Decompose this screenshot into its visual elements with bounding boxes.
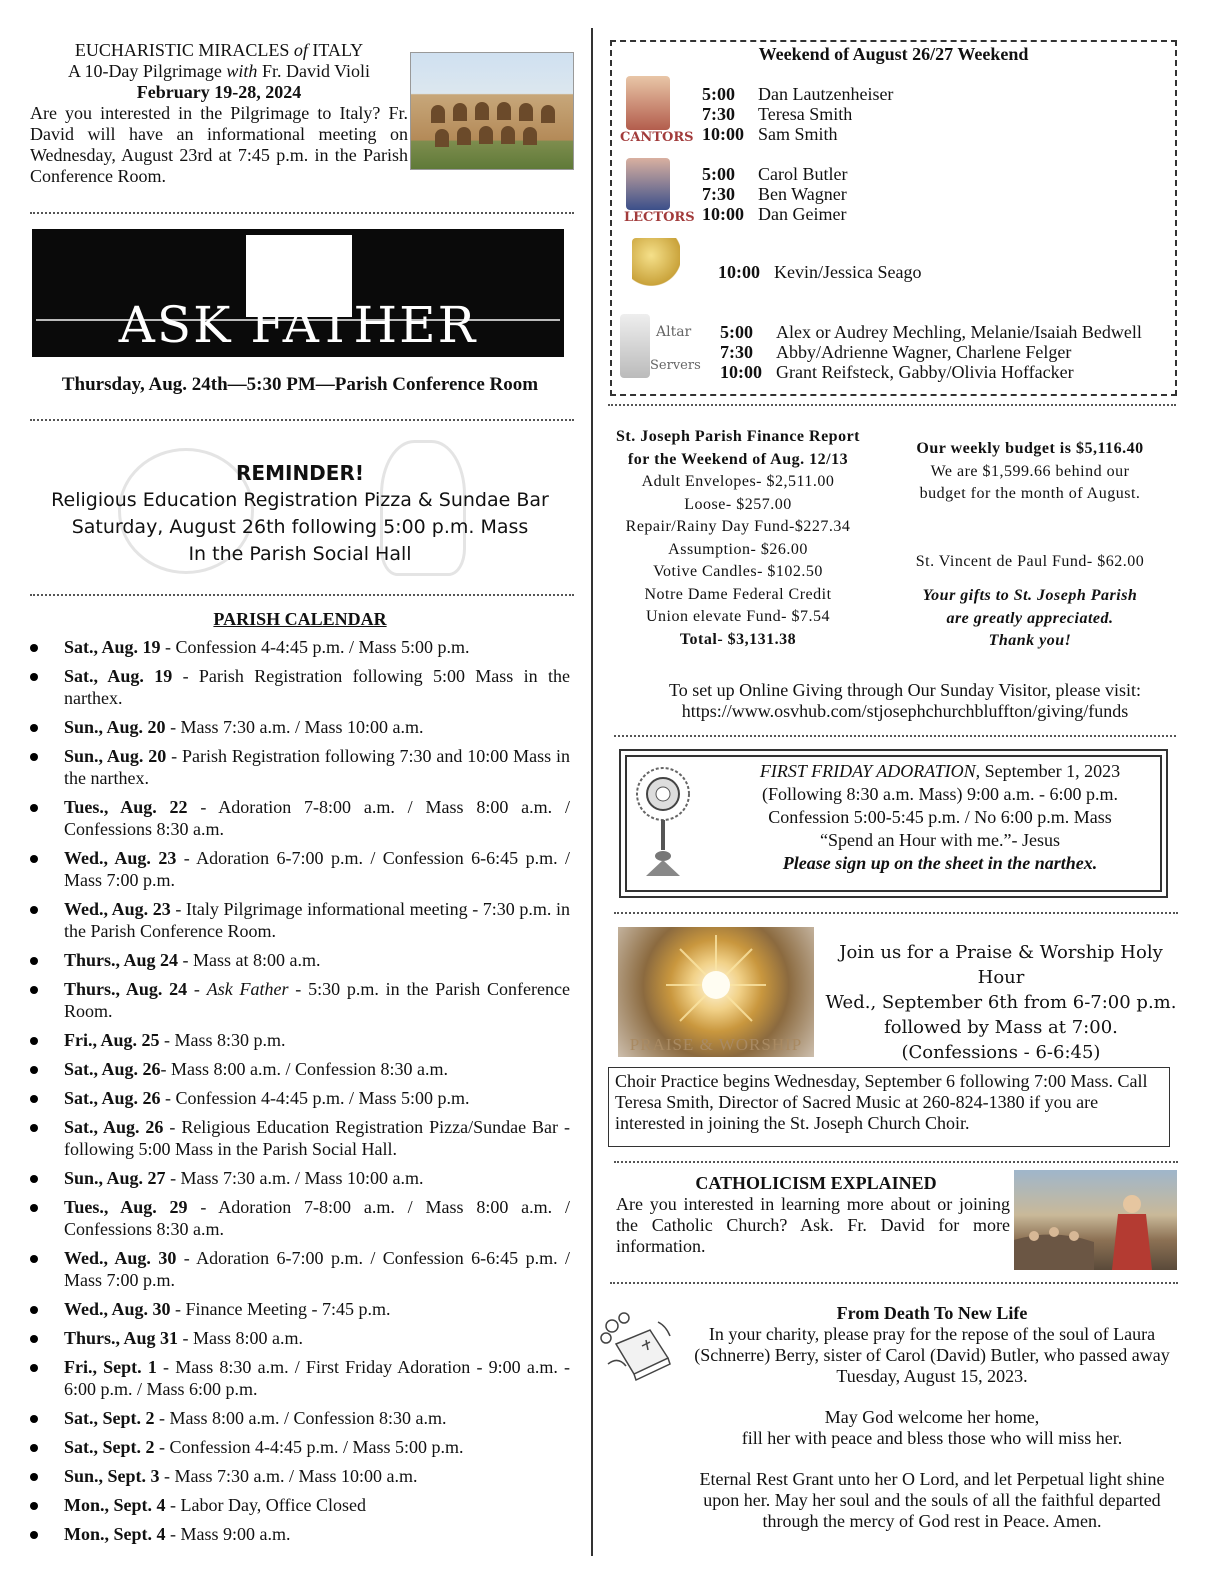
finance-line: Union elevate Fund- $7.54 (645, 608, 831, 625)
calendar-date: Tues., Aug. 29 (64, 1197, 188, 1217)
budget-status: We are $1,599.66 behind our (930, 462, 1130, 480)
ministry-header: Weekend of August 26/27 Weekend (758, 44, 1029, 64)
calendar-date: Mon., Sept. 4 (64, 1524, 166, 1544)
ministry-schedule (610, 40, 1177, 396)
first-friday-signup: Please sign up on the sheet in the narthex. (782, 853, 1098, 873)
bullet-icon (30, 855, 38, 863)
calendar-date: Fri., Aug. 25 (64, 1030, 160, 1050)
calendar-item (30, 1298, 570, 1320)
bullet-icon (30, 724, 38, 732)
cantors-label: CANTORS (620, 130, 694, 145)
monstrance-icon (632, 764, 694, 882)
bullet-icon (30, 1335, 38, 1343)
calendar-item (30, 1356, 570, 1400)
finance-total: Total- $3,131.38 (679, 630, 797, 648)
divider (30, 419, 574, 421)
lector-row: 5:00 Carol Butler (702, 164, 848, 184)
budget-status: budget for the month of August. (919, 485, 1141, 502)
calendar-detail: - Mass 8:00 a.m. / Confession 8:30 a.m. (160, 1059, 449, 1079)
finance-line: Notre Dame Federal Credit (644, 585, 832, 603)
bullet-icon (30, 1415, 38, 1423)
calendar-date: Sat., Aug. 26 (64, 1117, 164, 1137)
calendar-item (30, 1058, 570, 1080)
bullet-icon (30, 1204, 38, 1212)
calendar-date: Sat., Sept. 2 (64, 1408, 155, 1428)
bullet-icon (30, 1306, 38, 1314)
choir-notice: Choir Practice begins Wednesday, September 6 following 7:00 Mass. Call Teresa Smith, Director of Sacred Music at 260-824-1380 if you are interested in joining the St. Joseph Church Choir. (608, 1067, 1170, 1147)
lectors-label: LECTORS (624, 210, 695, 225)
bullet-icon (30, 957, 38, 965)
pilgrimage-body: Are you interested in the Pilgrimage to Italy? Fr. David will have an informational meeting on Wednesday, August 23rd at 7:45 p.m. in the Parish Conference Room. (30, 103, 408, 186)
calendar-item (30, 1407, 570, 1429)
calendar-item (30, 1327, 570, 1349)
calendar-detail: - Adoration 7-8:00 a.m. / Mass 8:00 a.m. / Confessions 8:30 a.m. (64, 797, 571, 839)
server-row: 7:30 Abby/Adrienne Wagner, Charlene Felger (720, 342, 1072, 362)
server-row: 10:00 Grant Reifsteck, Gabby/Olivia Hoffacker (720, 362, 1074, 382)
thank-you: are greatly appreciated. (946, 609, 1114, 627)
bullet-icon (30, 1175, 38, 1183)
praise-line: Join us for a Praise & Worship Holy Hour (839, 942, 1163, 988)
thank-you: Your gifts to St. Joseph Parish (922, 587, 1138, 604)
bullet-icon (30, 804, 38, 812)
calendar-detail: - Mass 7:30 a.m. / Mass 10:00 a.m. (159, 1466, 418, 1486)
finance-line: Votive Candles- $102.50 (653, 563, 823, 580)
calendar-detail: - Mass 8:30 a.m. / First Friday Adoration - 9:00 a.m. - 6:00 p.m. / Mass 6:00 p.m. (64, 1357, 570, 1399)
bullet-icon (30, 1444, 38, 1452)
lector-icon (626, 158, 670, 210)
bullet-icon (30, 1364, 38, 1372)
finance-line: Adult Envelopes- $2,511.00 (641, 473, 835, 490)
praise-line: (Confessions - 6-6:45) (901, 1042, 1101, 1063)
calendar-item (30, 1029, 570, 1051)
calendar-date: Sat., Sept. 2 (64, 1437, 155, 1457)
reminder-section (30, 460, 570, 568)
calendar-detail: - Parish Registration following 5:00 Mass in the narthex. (64, 666, 570, 708)
bullet-icon (30, 906, 38, 914)
calendar-detail: - Mass 8:30 p.m. (159, 1030, 286, 1050)
finance-line: Loose- $257.00 (684, 495, 792, 513)
pilgrimage-section (30, 40, 408, 187)
thank-you: Thank you! (988, 632, 1072, 649)
online-giving (610, 680, 1200, 722)
calendar-detail: - Mass 9:00 a.m. (165, 1524, 291, 1544)
finance-report (606, 426, 870, 651)
reminder-line: Religious Education Registration Pizza & Sundae Bar (51, 489, 549, 511)
calendar-detail: - Labor Day, Office Closed (165, 1495, 366, 1515)
calendar-detail: - Adoration 7-8:00 a.m. / Mass 8:00 a.m. / Confessions 8:30 a.m. (64, 1197, 571, 1239)
bullet-icon (30, 1531, 38, 1539)
calendar-detail: - Religious Education Registration Pizza/Sundae Bar - following 5:00 Mass in the Parish Social Hall. (64, 1117, 570, 1159)
first-friday-line: (Following 8:30 a.m. Mass) 9:00 a.m. - 6:00 p.m. (762, 784, 1118, 804)
budget-summary (884, 438, 1176, 653)
calendar-date: Sat., Aug. 26 (64, 1059, 161, 1079)
calendar-title: PARISH CALENDAR (213, 609, 387, 629)
calendar-detail: - Finance Meeting - 7:45 p.m. (170, 1299, 391, 1319)
calendar-date: Sat., Aug. 26 (64, 1088, 161, 1108)
finance-line: Assumption- $26.00 (668, 540, 808, 558)
calendar-item (30, 716, 570, 738)
chalice-icon (632, 238, 680, 296)
bullet-icon (30, 753, 38, 761)
calendar-date: Wed., Aug. 30 (64, 1248, 177, 1268)
pilgrimage-title: EUCHARISTIC MIRACLES of ITALY (74, 40, 364, 60)
prayer-book-icon (598, 1304, 684, 1390)
praise-line: Wed., September 6th from 6-7:00 p.m. (825, 992, 1177, 1013)
calendar-list (30, 636, 570, 1552)
bullet-icon (30, 1255, 38, 1263)
bullet-icon (30, 673, 38, 681)
calendar-item (30, 1196, 570, 1240)
calendar-date: Wed., Aug. 23 (64, 899, 171, 919)
calendar-item (30, 1523, 570, 1545)
svdp-fund: St. Vincent de Paul Fund- $62.00 (915, 552, 1145, 570)
reminder-heading: REMINDER! (236, 461, 364, 485)
divider (614, 1161, 1178, 1163)
calendar-item (30, 1167, 570, 1189)
calendar-detail: - Confession 4-4:45 p.m. / Mass 5:00 p.m. (154, 1437, 464, 1457)
sermon-on-mount-image (1014, 1170, 1177, 1270)
calendar-date: Thurs., Aug. 24 (64, 979, 188, 999)
lector-row: 7:30 Ben Wagner (702, 184, 847, 204)
calendar-detail: - Mass 8:00 a.m. (178, 1328, 304, 1348)
calendar-item (30, 1116, 570, 1160)
pilgrimage-subtitle: A 10-Day Pilgrimage with Fr. David Violi (67, 61, 371, 81)
calendar-item (30, 665, 570, 709)
bullet-icon (30, 1502, 38, 1510)
calendar-date: Fri., Sept. 1 (64, 1357, 157, 1377)
calendar-event-name: Ask Father (206, 979, 289, 999)
calendar-detail: - Parish Registration following 7:30 and 10:00 Mass in the narthex. (64, 746, 570, 788)
calendar-detail: - Italy Pilgrimage informational meeting - 7:30 p.m. in the Parish Conference Room. (64, 899, 570, 941)
calendar-item (30, 949, 570, 971)
servers-label: Altar (656, 324, 692, 340)
giving-text: To set up Online Giving through Our Sunday Visitor, please visit: (668, 680, 1142, 700)
calendar-date: Tues., Aug. 22 (64, 797, 188, 817)
bullet-icon (30, 1037, 38, 1045)
calendar-item (30, 636, 570, 658)
divider (614, 735, 1176, 737)
calendar-date: Wed., Aug. 30 (64, 1299, 171, 1319)
first-friday-text: FIRST FRIDAY ADORATION, September 1, 2023 (Following 8:30 a.m. Mass) 9:00 a.m. - 6:00 p.m. Confession 5:00-5:45 p.m. / No 6:00 p.m. Mass “Spend an Hour with me.”- Jesus Please sign up on the sheet in the narthex. (700, 760, 1180, 875)
divider (610, 1282, 1178, 1284)
calendar-date: Thurs., Aug 31 (64, 1328, 179, 1348)
divider (30, 212, 574, 214)
bullet-icon (30, 1066, 38, 1074)
calendar-detail: - Adoration 6-7:00 p.m. / Confession 6-6:45 p.m. / Mass 7:00 p.m. (64, 848, 570, 890)
cantor-row: 5:00 Dan Lautzenheiser (702, 84, 894, 104)
finance-title: for the Weekend of Aug. 12/13 (627, 450, 849, 468)
bullet-icon (30, 986, 38, 994)
calendar-detail: - Confession 4-4:45 p.m. / Mass 5:00 p.m. (160, 637, 470, 657)
altar-server-icon (620, 314, 650, 378)
calendar-detail: - 5:30 p.m. in the Parish Conference Room. (64, 979, 570, 1021)
calendar-date: Sun., Aug. 27 (64, 1168, 166, 1188)
first-friday-line: Confession 5:00-5:45 p.m. / No 6:00 p.m. Mass (768, 807, 1112, 827)
servers-label: Servers (650, 358, 701, 373)
eucharistic-minister-row: 10:00 Kevin/Jessica Seago (718, 262, 922, 282)
pilgrimage-dates: February 19-28, 2024 (136, 82, 302, 102)
ask-father-when: Thursday, Aug. 24th—5:30 PM—Parish Conference Room (61, 374, 539, 395)
calendar-date: Wed., Aug. 23 (64, 848, 177, 868)
praise-worship-text (816, 940, 1186, 1065)
calendar-date: Sat., Aug. 19 (64, 666, 173, 686)
calendar-detail: - Mass 8:00 a.m. / Confession 8:30 a.m. (154, 1408, 447, 1428)
blessing-line: May God welcome her home, (824, 1407, 1040, 1427)
divider (30, 594, 574, 596)
calendar-item (30, 745, 570, 789)
lector-row: 10:00 Dan Geimer (702, 204, 847, 224)
ask-father-title: ASK FATHER (118, 296, 478, 354)
catholicism-text: Are you interested in learning more about or joining the Catholic Church? Ask. Fr. David for more information. (616, 1194, 1010, 1256)
server-row: 5:00 Alex or Audrey Mechling, Melanie/Isaiah Bedwell (720, 322, 1142, 342)
bullet-icon (30, 1473, 38, 1481)
giving-link[interactable]: https://www.osvhub.com/stjosephchurchbluffton/giving/funds (681, 701, 1129, 721)
reminder-line: In the Parish Social Hall (188, 543, 412, 565)
cantor-icon (626, 76, 670, 130)
weekly-budget: Our weekly budget is $5,116.40 (916, 440, 1144, 457)
calendar-date: Sun., Sept. 3 (64, 1466, 160, 1486)
calendar-date: Sat., Aug. 19 (64, 637, 161, 657)
calendar-detail: - Confession 4-4:45 p.m. / Mass 5:00 p.m. (160, 1088, 470, 1108)
bullet-icon (30, 1124, 38, 1132)
calendar-item (30, 978, 570, 1022)
calendar-item (30, 898, 570, 942)
calendar-item (30, 796, 570, 840)
calendar-item (30, 1247, 570, 1291)
calendar-detail: - (187, 979, 207, 999)
cantor-row: 7:30 Teresa Smith (702, 104, 853, 124)
calendar-item (30, 1087, 570, 1109)
calendar-detail: - Adoration 6-7:00 p.m. / Confession 6-6:45 p.m. / Mass 7:00 p.m. (64, 1248, 570, 1290)
column-divider (591, 28, 593, 1556)
calendar-item (30, 847, 570, 891)
cantor-row: 10:00 Sam Smith (702, 124, 838, 144)
calendar-date: Mon., Sept. 4 (64, 1495, 166, 1515)
finance-line: Repair/Rainy Day Fund-$227.34 (625, 518, 851, 535)
bullet-icon (30, 1095, 38, 1103)
finance-title: St. Joseph Parish Finance Report (616, 428, 860, 445)
praise-worship-label: PRAISE & WORSHIP (629, 1035, 803, 1054)
reminder-line: Saturday, August 26th following 5:00 p.m. Mass (71, 516, 529, 538)
obituary-text: In your charity, please pray for the repose of the soul of Laura (Schnerre) Berry, sister of Carol (David) Butler, who passed away Tuesday, August 15, 2023. (694, 1324, 1170, 1386)
divider (614, 912, 1178, 914)
calendar-item (30, 1465, 570, 1487)
calendar-item (30, 1494, 570, 1516)
first-friday-title: FIRST FRIDAY ADORATION, (759, 761, 981, 781)
blessing-line: fill her with peace and bless those who will miss her. (741, 1428, 1123, 1448)
calendar-date: Thurs., Aug 24 (64, 950, 179, 970)
obituary-title: From Death To New Life (836, 1303, 1028, 1323)
colosseum-image (410, 52, 574, 170)
calendar-item (30, 1436, 570, 1458)
bullet-icon (30, 644, 38, 652)
praise-line: followed by Mass at 7:00. (884, 1017, 1118, 1038)
calendar-detail: - Mass 7:30 a.m. / Mass 10:00 a.m. (165, 717, 424, 737)
calendar-date: Sun., Aug. 20 (64, 746, 167, 766)
first-friday-line: “Spend an Hour with me.”- Jesus (820, 830, 1060, 850)
divider (608, 404, 1176, 406)
eternal-rest-prayer: Eternal Rest Grant unto her O Lord, and let Perpetual light shine upon her. May her soul and the souls of all the faithful departed through the mercy of God rest in Peace. Amen. (699, 1469, 1165, 1531)
calendar-detail: - Mass at 8:00 a.m. (178, 950, 321, 970)
calendar-date: Sun., Aug. 20 (64, 717, 166, 737)
obituary-section (690, 1303, 1174, 1532)
catholicism-title: CATHOLICISM EXPLAINED (695, 1173, 937, 1193)
calendar-detail: - Mass 7:30 a.m. / Mass 10:00 a.m. (165, 1168, 424, 1188)
